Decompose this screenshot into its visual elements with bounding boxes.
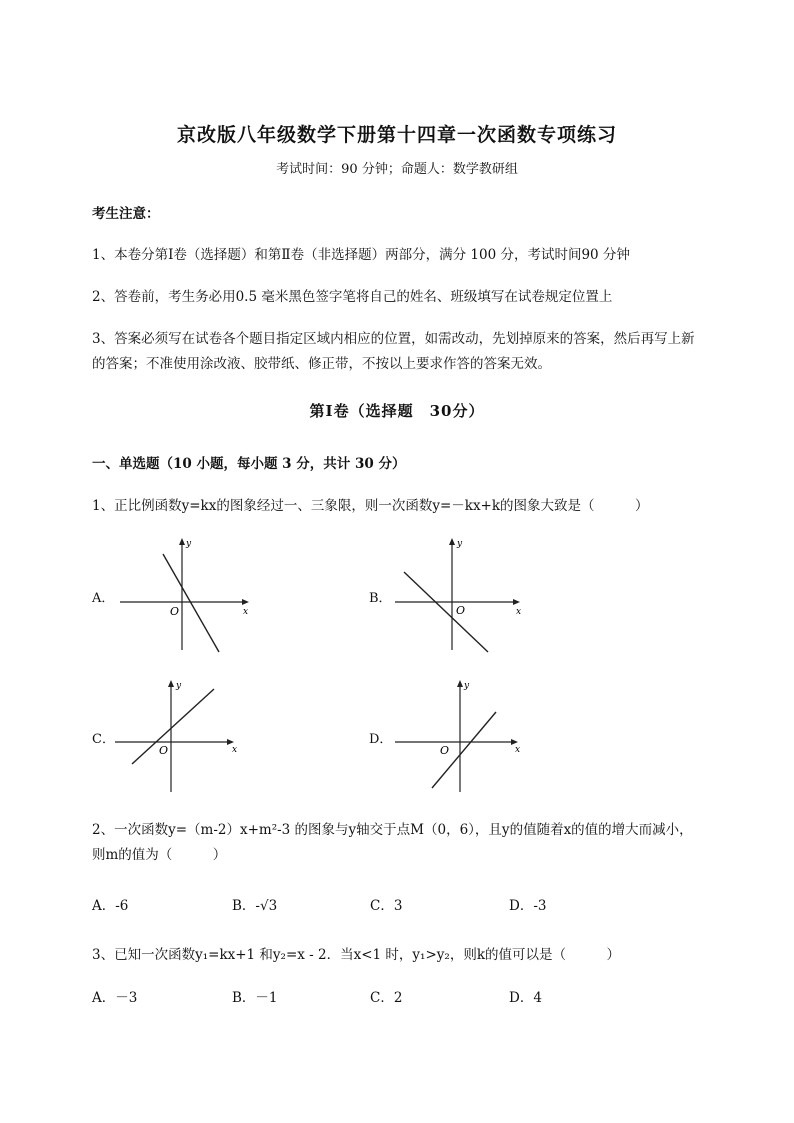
- function-line: [132, 689, 214, 764]
- q3-option-b[interactable]: B．－1: [232, 990, 278, 1006]
- y-axis-arrow: [457, 680, 463, 687]
- page-title: 京改版八年级数学下册第十四章一次函数专项练习: [176, 124, 617, 146]
- origin-label: O: [440, 744, 450, 757]
- origin-label: O: [170, 605, 180, 618]
- y-axis-label: y: [176, 681, 182, 691]
- origin-label: O: [456, 604, 466, 617]
- q3-option-c[interactable]: C．2: [370, 990, 403, 1006]
- q2-option-a[interactable]: A．-6: [92, 898, 129, 914]
- q1-graph-a: [115, 534, 255, 654]
- x-axis-arrow: [242, 599, 249, 605]
- x-axis-label: x: [515, 745, 521, 755]
- q1-graph-d: [392, 676, 532, 796]
- x-axis-label: x: [516, 607, 522, 617]
- q2-option-d[interactable]: D．-3: [509, 898, 547, 914]
- y-axis-arrow: [449, 538, 455, 545]
- y-axis-arrow: [179, 538, 185, 545]
- q1-graph-c: [112, 676, 252, 796]
- function-line: [163, 554, 219, 652]
- y-axis-arrow: [168, 680, 174, 687]
- x-axis-arrow: [513, 599, 520, 605]
- notice-heading: 考生注意：: [92, 206, 160, 222]
- q1-option-c-label[interactable]: C．: [92, 732, 115, 747]
- y-axis-label: y: [464, 681, 470, 691]
- notice-item-3-cont: 的答案；不准使用涂改液、胶带纸、修正带，不按以上要求作答的答案无效。: [92, 356, 551, 372]
- y-axis-label: y: [186, 539, 192, 549]
- x-axis-label: x: [243, 607, 249, 617]
- question-1-stem: 1、正比例函数y=kx的图象经过一、三象限，则一次函数y=－kx+k的图象大致是（ ）: [92, 498, 649, 514]
- origin-label: O: [159, 744, 169, 757]
- notice-item-2: 2、答卷前，考生务必用0.5 毫米黑色签字笔将自己的姓名、班级填写在试卷规定位置上: [92, 289, 613, 305]
- q1-graph-b: [390, 534, 530, 654]
- x-axis-label: x: [232, 745, 238, 755]
- notice-item-3: 3、答案必须写在试卷各个题目指定区域内相应的位置，如需改动，先划掉原来的答案，然后再写上新: [92, 331, 695, 347]
- q3-option-d[interactable]: D．4: [509, 990, 542, 1006]
- part-title: 一、单选题（10 小题，每小题 3 分，共计 30 分）: [92, 456, 406, 472]
- q2-option-b[interactable]: B．-√3: [232, 898, 278, 914]
- question-2-stem: 2、一次函数y=（m-2）x+m²-3 的图象与y轴交于点M（0，6），且y的值随着x的值的增大而减小，: [92, 822, 693, 838]
- q1-option-b-label[interactable]: B．: [369, 591, 392, 606]
- y-axis-label: y: [457, 539, 463, 549]
- question-2-stem-cont: 则m的值为（ ）: [92, 847, 227, 863]
- q1-option-d-label[interactable]: D．: [369, 732, 393, 747]
- notice-item-1: 1、本卷分第Ⅰ卷（选择题）和第Ⅱ卷（非选择题）两部分，满分 100 分，考试时间90 分钟: [92, 247, 630, 263]
- q3-option-a[interactable]: A．－3: [92, 990, 138, 1006]
- section-title: 第Ⅰ卷（选择题 30分）: [309, 402, 485, 420]
- exam-info: 考试时间：90 分钟；命题人：数学教研组: [276, 162, 518, 177]
- q1-option-a-label[interactable]: A．: [92, 591, 115, 606]
- function-line: [404, 572, 488, 652]
- q2-option-c[interactable]: C．3: [370, 898, 403, 914]
- question-3-stem: 3、已知一次函数y₁=kx+1 和y₂=x - 2．当x<1 时，y₁>y₂，则k的值可以是（ ）: [92, 947, 620, 963]
